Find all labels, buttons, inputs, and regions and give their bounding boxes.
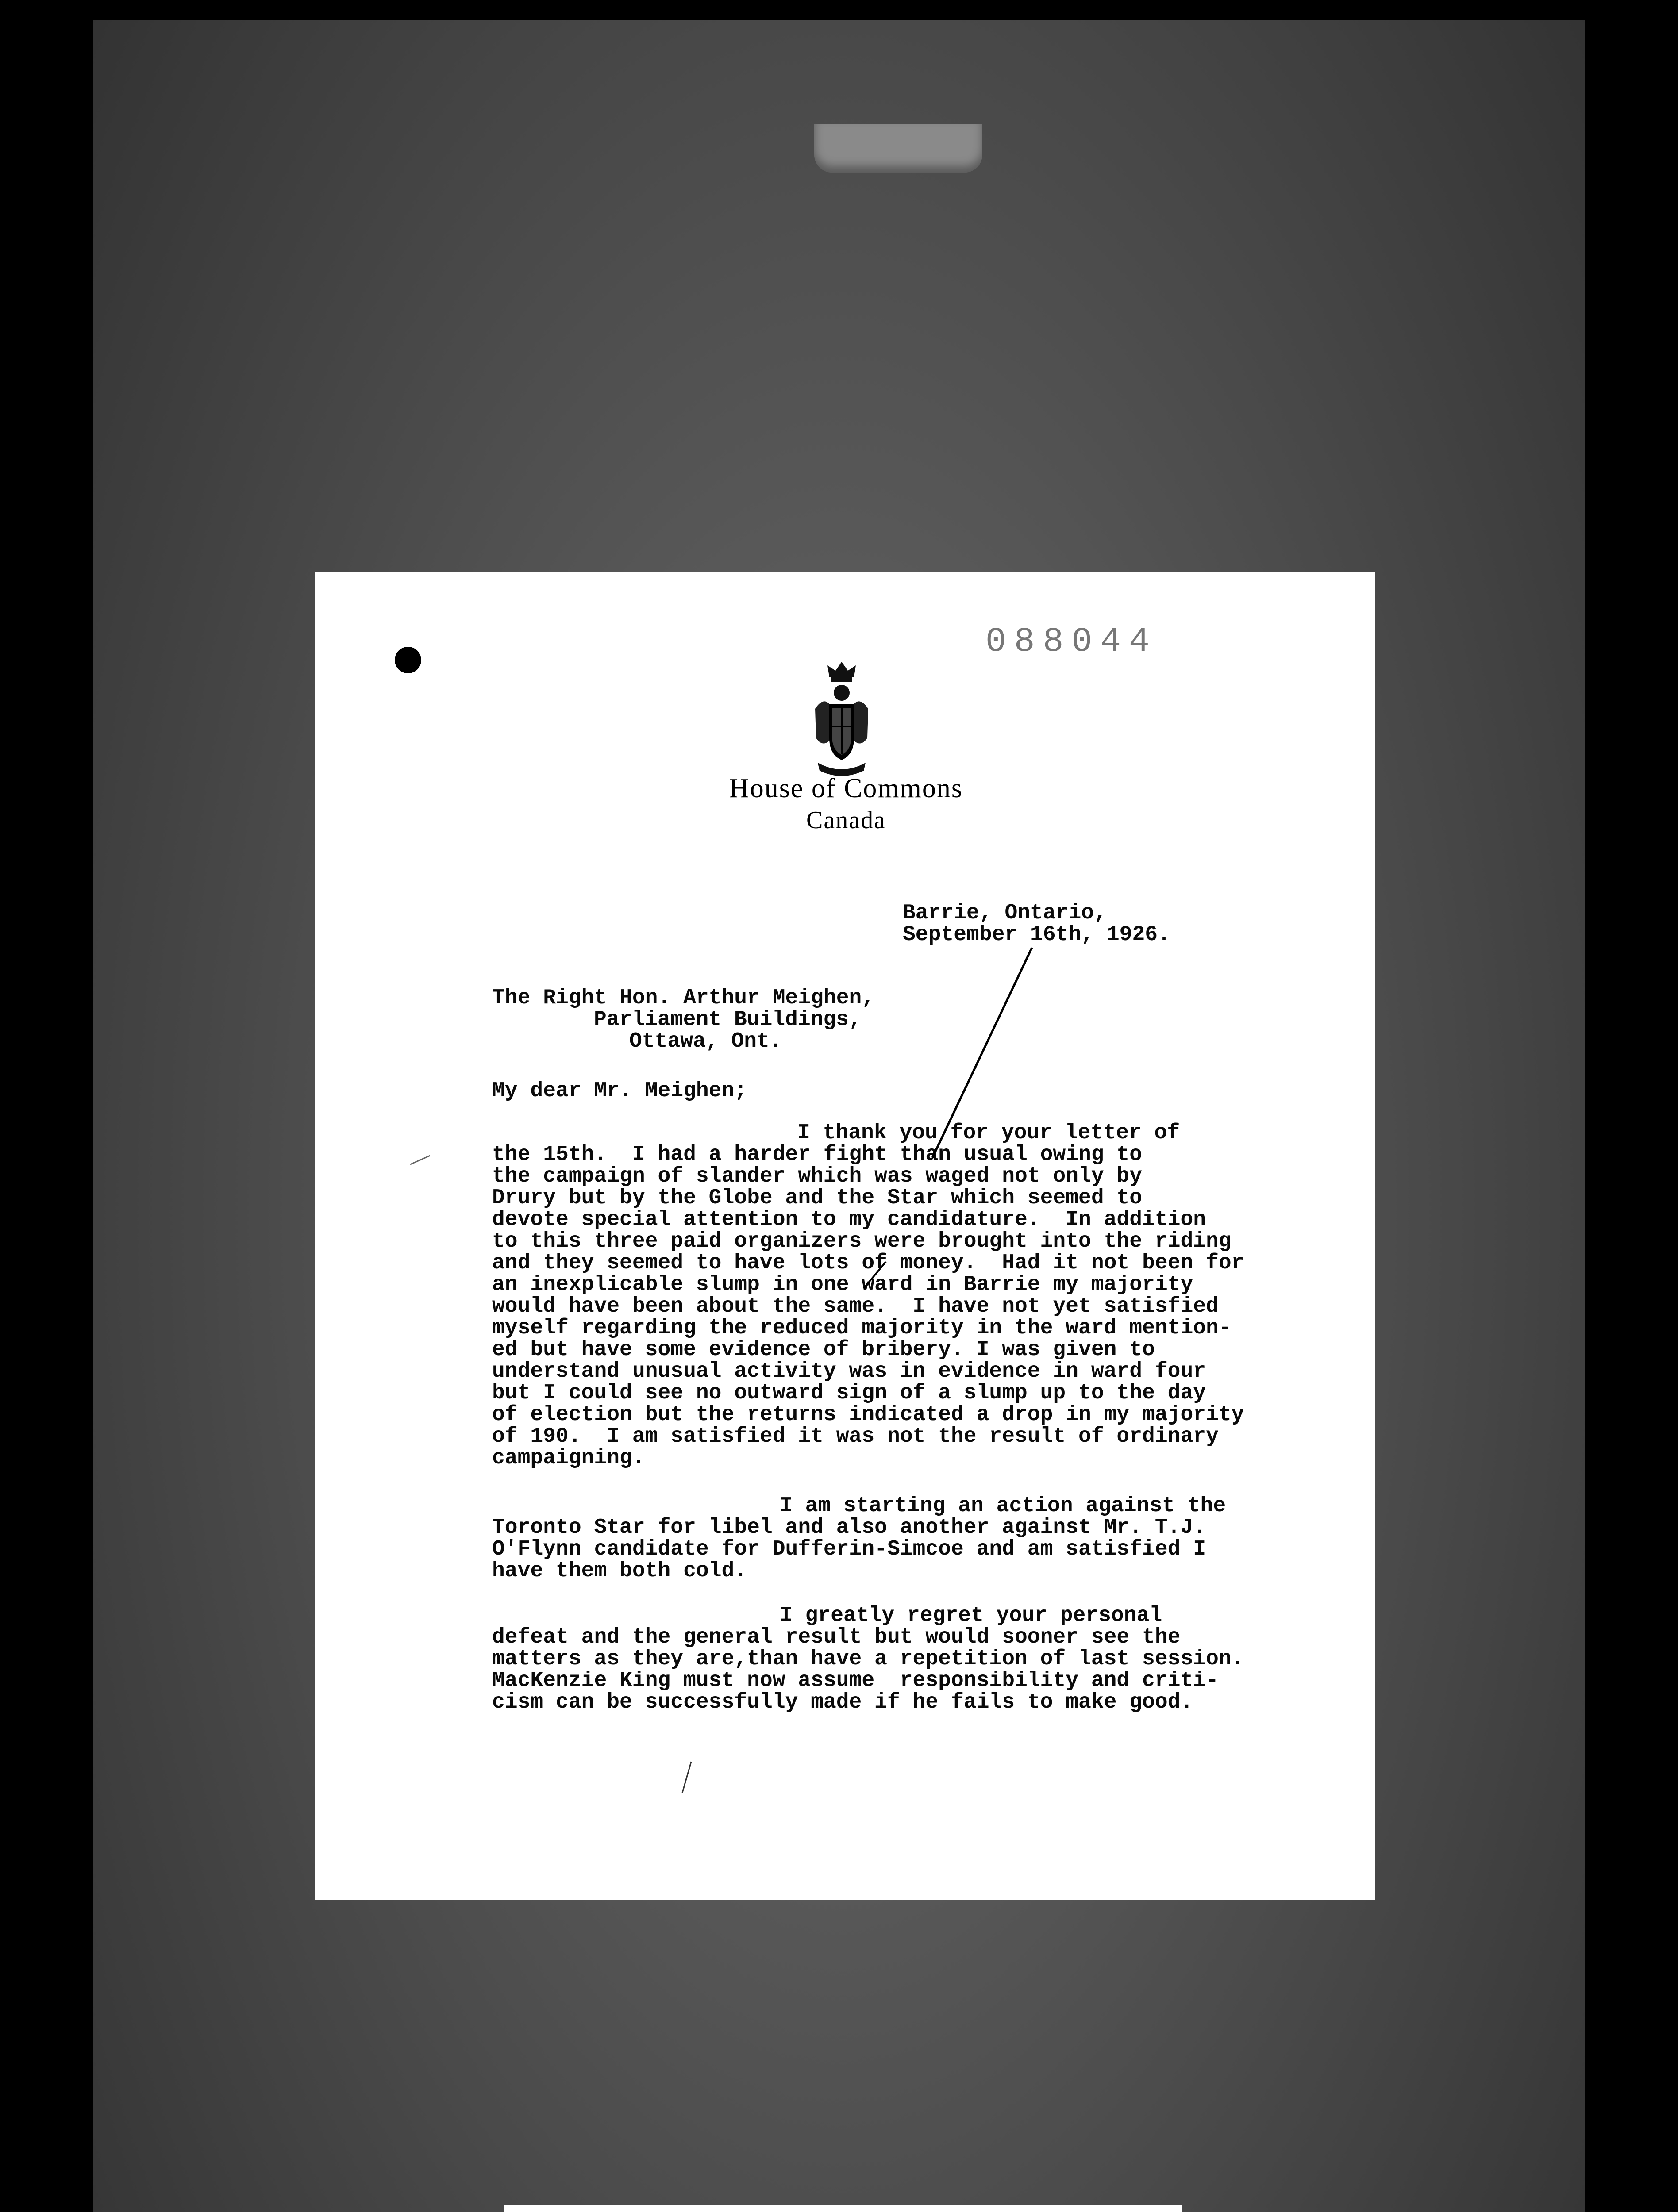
clip	[814, 124, 982, 173]
addressee-line-2: Parliament Buildings,	[594, 1008, 862, 1032]
body-line: cism can be successfully made if he fails to make good.	[492, 1690, 1193, 1714]
body-line: I thank you for your letter of	[797, 1121, 1180, 1145]
pen-mark	[315, 572, 1375, 1900]
addressee-line-3: Ottawa, Ont.	[629, 1029, 782, 1053]
body-line: campaigning.	[492, 1446, 645, 1470]
body-line: of election but the returns indicated a drop in my majority	[492, 1403, 1244, 1427]
body-line: the campaign of slander which was waged not only by	[492, 1164, 1143, 1188]
body-line: O'Flynn candidate for Dufferin-Simcoe and am satisfied I	[492, 1537, 1206, 1561]
body-line: to this three paid organizers were brought into the riding	[492, 1229, 1232, 1253]
body-line: would have been about the same. I have not yet satisfied	[492, 1294, 1219, 1318]
body-line: but I could see no outward sign of a slump up to the day	[492, 1381, 1206, 1405]
body-line: have them both cold.	[492, 1559, 747, 1583]
body-line: Drury but by the Globe and the Star which seemed to	[492, 1186, 1143, 1210]
body-line: and they seemed to have lots of money. Had it not been for	[492, 1251, 1244, 1275]
body-line: ed but have some evidence of bribery. I was given to	[492, 1338, 1155, 1362]
body-line: MacKenzie King must now assume responsibility and criti-	[492, 1669, 1219, 1693]
body-line: defeat and the general result but would sooner see the	[492, 1625, 1181, 1649]
date: September 16th, 1926.	[903, 923, 1170, 947]
letter-page	[315, 572, 1375, 1900]
letterhead-line-2: Canada	[806, 806, 886, 834]
body-line: devote special attention to my candidature. In addition	[492, 1208, 1206, 1232]
reference-tab	[504, 2205, 1182, 2212]
salutation: My dear Mr. Meighen;	[492, 1079, 747, 1103]
body-line: the 15th. I had a harder fight than usual owing to	[492, 1143, 1143, 1167]
body-line: an inexplicable slump in one ward in Barrie my majority	[492, 1273, 1193, 1297]
body-line: of 190. I am satisfied it was not the result of ordinary	[492, 1425, 1219, 1448]
body-line: understand unusual activity was in evidence in ward four	[492, 1359, 1206, 1383]
body-line: Toronto Star for libel and also another against Mr. T.J.	[492, 1516, 1206, 1540]
letterhead-line-1: House of Commons	[729, 773, 963, 803]
body-line: I am starting an action against the	[780, 1494, 1226, 1518]
document-number: 088044	[985, 622, 1158, 661]
body-line: matters as they are,than have a repetition of last session.	[492, 1647, 1244, 1671]
body-line: I greatly regret your personal	[780, 1604, 1162, 1628]
addressee-line-1: The Right Hon. Arthur Meighen,	[492, 986, 875, 1010]
place: Barrie, Ontario,	[903, 901, 1107, 925]
body-line: myself regarding the reduced majority in the ward mention-	[492, 1316, 1232, 1340]
